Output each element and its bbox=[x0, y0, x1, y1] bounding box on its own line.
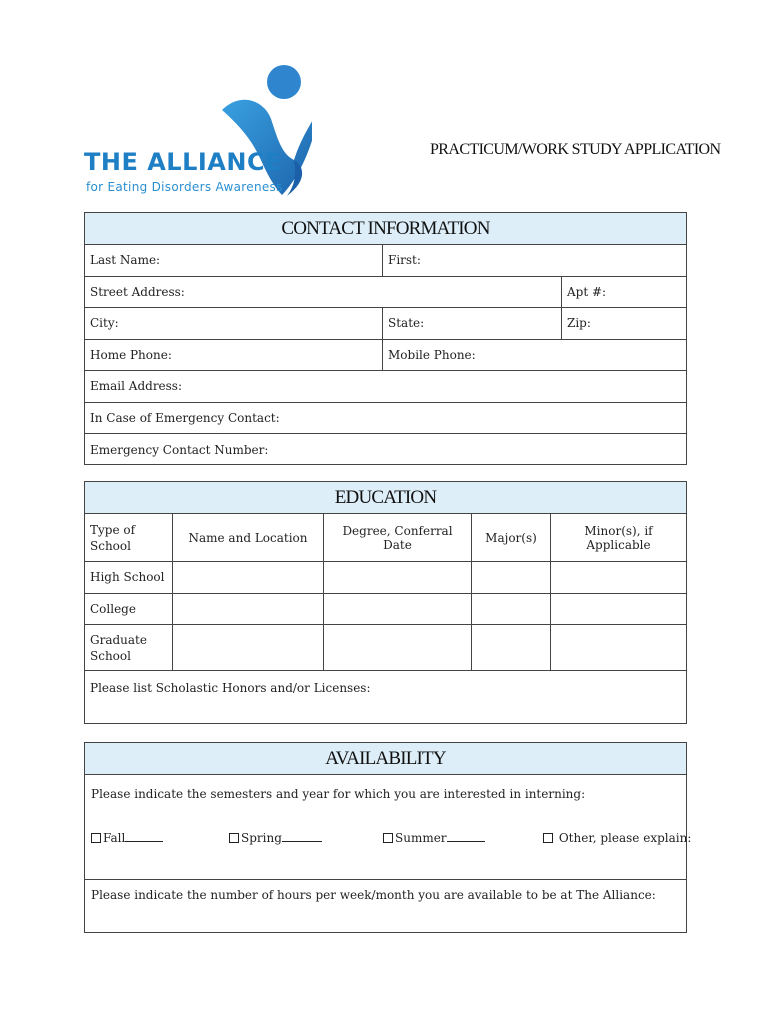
emergency-number-field[interactable]: Emergency Contact Number: bbox=[90, 443, 269, 457]
summer-label: Summer bbox=[395, 831, 447, 845]
row-label: High School bbox=[85, 562, 173, 593]
logo-tagline: for Eating Disorders Awareness bbox=[86, 180, 283, 194]
contact-row-address bbox=[85, 277, 686, 309]
education-section bbox=[84, 481, 687, 724]
checkbox-icon[interactable] bbox=[543, 833, 553, 843]
major-cell[interactable] bbox=[472, 594, 551, 625]
column-header: Type of School bbox=[85, 514, 173, 561]
mobile-phone-field[interactable]: Mobile Phone: bbox=[388, 347, 476, 362]
fall-option[interactable] bbox=[91, 831, 163, 845]
minor-cell[interactable] bbox=[551, 562, 686, 593]
city-field[interactable]: City: bbox=[85, 308, 383, 339]
table-row bbox=[85, 625, 686, 671]
contact-section bbox=[84, 212, 687, 465]
home-phone-field[interactable]: Home Phone: bbox=[85, 340, 383, 371]
street-address-field[interactable]: Street Address: bbox=[85, 277, 562, 308]
contact-row-email bbox=[85, 371, 686, 403]
degree-date-cell[interactable] bbox=[324, 594, 472, 625]
contact-row-name bbox=[85, 245, 686, 277]
logo-figure-icon bbox=[82, 62, 312, 197]
table-row bbox=[85, 594, 686, 626]
apt-field[interactable]: Apt #: bbox=[567, 284, 607, 299]
summer-blank[interactable] bbox=[447, 840, 485, 842]
column-header: Minor(s), if Applicable bbox=[584, 523, 653, 552]
spring-label: Spring bbox=[241, 831, 282, 845]
semesters-prompt: Please indicate the semesters and year for which you are interested in interning: bbox=[91, 787, 586, 801]
education-header: EDUCATION bbox=[85, 482, 686, 514]
spring-option[interactable] bbox=[229, 831, 322, 845]
column-header: Degree, Conferral Date bbox=[324, 514, 472, 561]
hours-prompt: Please indicate the number of hours per week/month you are available to be at The Alliance: bbox=[91, 888, 656, 902]
fall-blank[interactable] bbox=[125, 840, 163, 842]
column-header: Name and Location bbox=[173, 514, 324, 561]
education-table-header bbox=[85, 514, 686, 562]
contact-row-phone bbox=[85, 340, 686, 372]
contact-row-emergency-number bbox=[85, 434, 686, 466]
minor-cell[interactable] bbox=[551, 594, 686, 625]
row-label: Graduate School bbox=[85, 625, 173, 670]
page-title: PRACTICUM/WORK STUDY APPLICATION bbox=[430, 141, 721, 158]
name-location-cell[interactable] bbox=[173, 625, 324, 670]
fall-label: Fall bbox=[103, 831, 126, 845]
major-cell[interactable] bbox=[472, 562, 551, 593]
emergency-contact-field[interactable]: In Case of Emergency Contact: bbox=[90, 410, 280, 425]
availability-header: AVAILABILITY bbox=[85, 743, 686, 775]
contact-row-emergency bbox=[85, 403, 686, 435]
other-label: Other, please explain: bbox=[558, 831, 692, 845]
zip-field[interactable]: Zip: bbox=[567, 316, 591, 331]
honors-row bbox=[85, 671, 686, 726]
checkbox-icon[interactable] bbox=[91, 833, 101, 843]
summer-option[interactable] bbox=[383, 831, 485, 845]
honors-field[interactable]: Please list Scholastic Honors and/or Licenses: bbox=[90, 681, 371, 695]
major-cell[interactable] bbox=[472, 625, 551, 670]
hours-area[interactable] bbox=[85, 880, 686, 935]
alliance-logo bbox=[82, 62, 312, 197]
semesters-area bbox=[85, 775, 692, 880]
degree-date-cell[interactable] bbox=[324, 625, 472, 670]
state-field[interactable]: State: bbox=[383, 308, 562, 339]
checkbox-icon[interactable] bbox=[229, 833, 239, 843]
first-name-field[interactable]: First: bbox=[388, 253, 421, 268]
degree-date-cell[interactable] bbox=[324, 562, 472, 593]
contact-header: CONTACT INFORMATION bbox=[85, 213, 686, 245]
name-location-cell[interactable] bbox=[173, 594, 324, 625]
email-field[interactable]: Email Address: bbox=[90, 379, 183, 394]
last-name-field[interactable]: Last Name: bbox=[85, 245, 383, 276]
spring-blank[interactable] bbox=[282, 840, 322, 842]
row-label: College bbox=[85, 594, 173, 625]
table-row bbox=[85, 562, 686, 594]
minor-cell[interactable] bbox=[551, 625, 686, 670]
availability-section bbox=[84, 742, 692, 933]
checkbox-icon[interactable] bbox=[383, 833, 393, 843]
contact-row-city bbox=[85, 308, 686, 340]
name-location-cell[interactable] bbox=[173, 562, 324, 593]
column-header: Major(s) bbox=[472, 514, 551, 561]
other-option[interactable] bbox=[543, 831, 691, 845]
logo-name: THE ALLIANCE bbox=[84, 148, 282, 176]
